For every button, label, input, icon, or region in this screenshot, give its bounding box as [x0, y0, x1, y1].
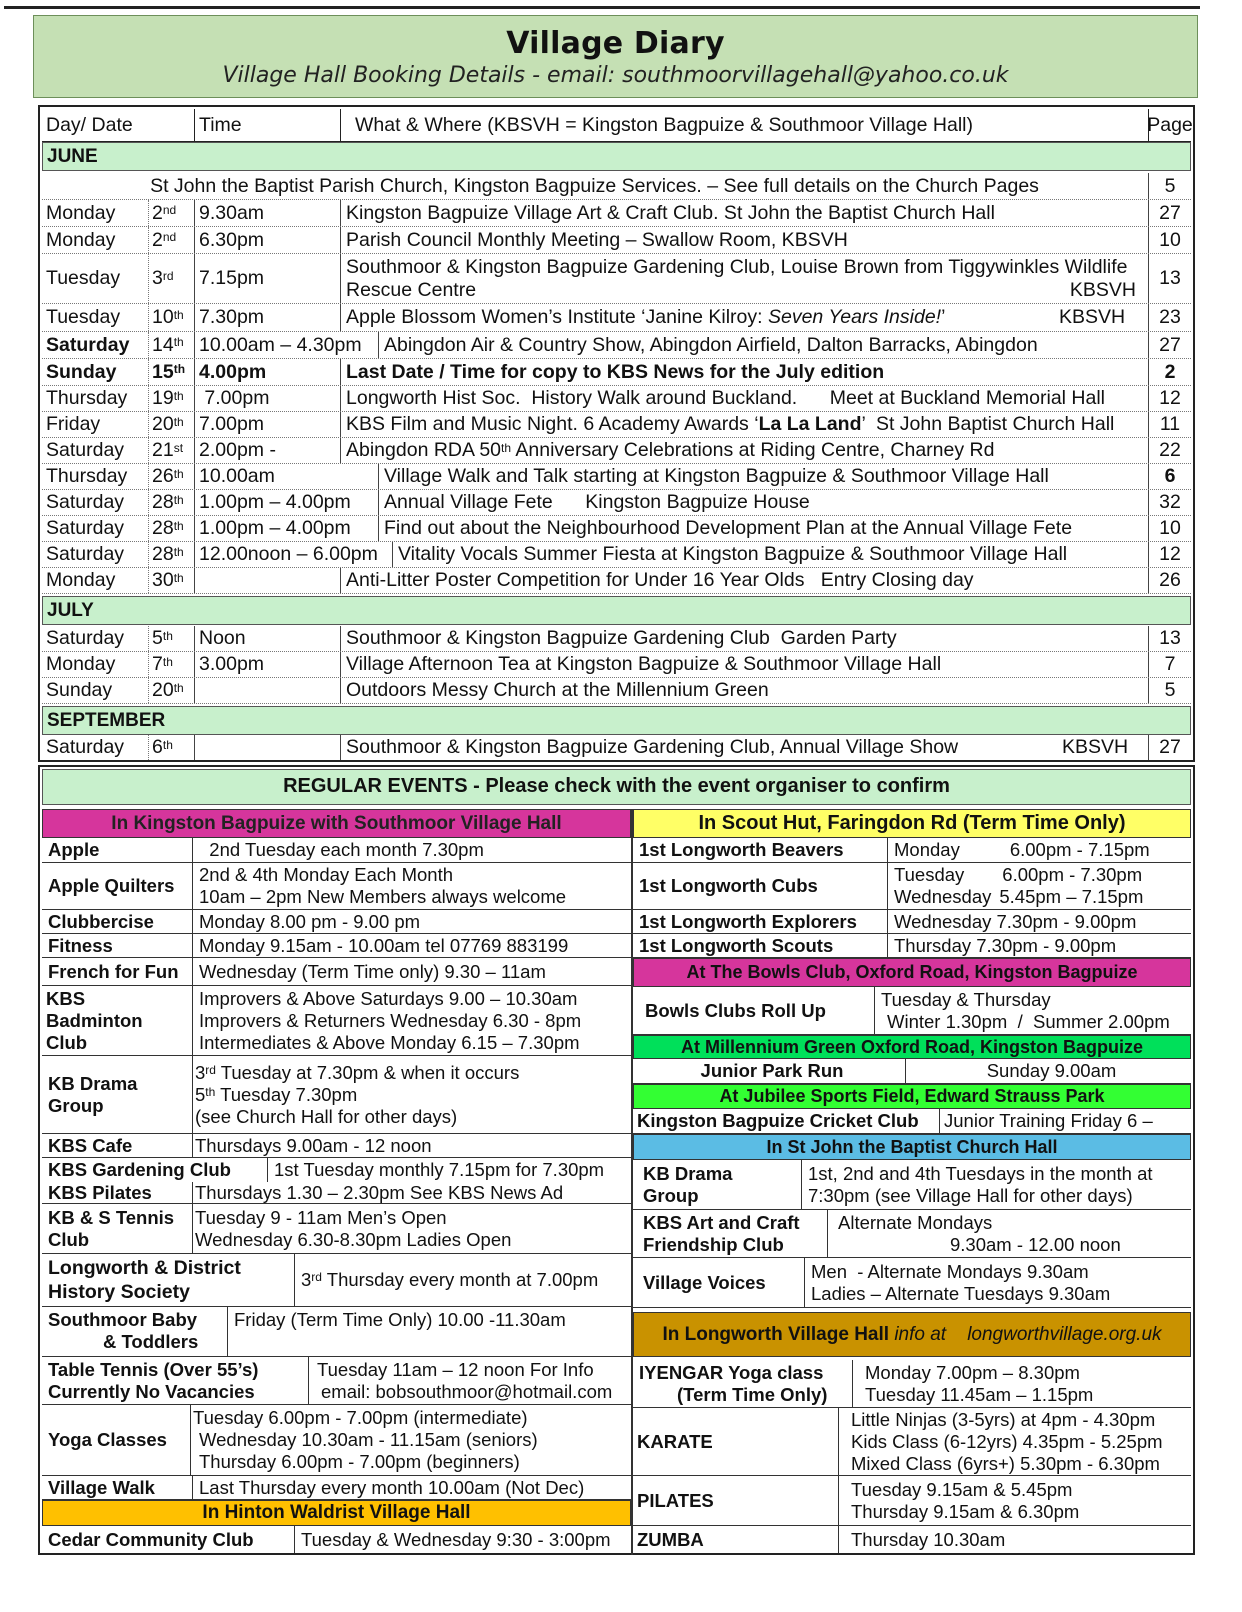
date: 2 $^{nd}$: [148, 200, 194, 226]
event-zumba: ZUMBA Thursday 10.30am: [633, 1526, 1191, 1553]
day: Thursday: [46, 465, 128, 487]
page-number: 27: [1148, 735, 1191, 760]
time: 7.15pm: [194, 254, 340, 303]
event-french: French for Fun Wednesday (Term Time only) 9.30 – 11am: [42, 958, 631, 986]
diary-row: [42, 735, 1191, 760]
page-number: 2: [1148, 359, 1191, 385]
day: Monday: [46, 201, 116, 224]
event-bowls: Bowls Clubs Roll Up Tuesday & Thursday Winter 1.30pm / Summer 2.00pm: [633, 987, 1191, 1035]
event-cricket: Kingston Bagpuize Cricket Club Junior Training Friday 6 –: [633, 1109, 1191, 1134]
diary-row: [42, 386, 1191, 412]
what-where: Apple Blossom Women’s Institute ‘Janine Kilroy: Seven Years Inside! ’ KBSVH: [340, 304, 1147, 331]
date: 3 $^{rd}$: [148, 254, 194, 303]
time: 7.30pm: [194, 304, 340, 331]
page-number: 10: [1148, 516, 1191, 541]
date: 5 $^{th}$: [148, 626, 194, 651]
event-park-run: Junior Park Run Sunday 9.00am: [633, 1059, 1191, 1084]
event-history-society: Longworth & District History Society 3rd Thursday every month at 7.00pm: [42, 1254, 631, 1307]
page-number: 5: [1148, 173, 1191, 199]
page-number: 12: [1148, 386, 1191, 411]
day: Saturday: [46, 736, 125, 758]
date: 20 $^{th}$: [148, 678, 194, 703]
event-tennis: KB & S Tennis Club Tuesday 9 - 11am Men’s Open Wednesday 6.30-8.30pm Ladies Open: [42, 1204, 631, 1254]
time: 6.30pm: [194, 227, 340, 253]
day: Monday: [46, 569, 116, 591]
event-cubs: 1st Longworth Cubs Tuesday 6.00pm - 7.30pm Wednesday 5.45pm – 7.15pm: [633, 863, 1191, 910]
what-where: Village Walk and Talk starting at Kingston Bagpuize & Southmoor Village Hall: [378, 464, 1147, 489]
time: 4.00pm: [194, 359, 340, 385]
day: Monday: [46, 228, 116, 251]
church-note: St John the Baptist Parish Church, Kingston Bagpuize Services. – See full details on the Church Pages: [150, 174, 1039, 197]
event-apple: Apple 2nd Tuesday each month 7.30pm: [42, 838, 631, 863]
day: Sunday: [46, 360, 117, 383]
day: Saturday: [46, 491, 125, 513]
diary-row: [42, 254, 1191, 304]
what-where: Southmoor & Kingston Bagpuize Gardening Club Garden Party: [340, 626, 1147, 651]
event-art-craft: KBS Art and Craft Friendship Club Alternate Mondays 9.30am - 12.00 noon: [633, 1210, 1191, 1258]
event-pilates: PILATES Tuesday 9.15am & 5.45pm Thursday 9.15am & 6.30pm: [633, 1476, 1191, 1526]
diary-row: [42, 438, 1191, 464]
booking-details: Village Hall Booking Details - email: southmoorvillagehall@yahoo.co.uk: [222, 63, 1009, 88]
page-number: 7: [1148, 652, 1191, 677]
time: 2.00pm -: [194, 438, 340, 463]
event-fitness: Fitness Monday 9.15am - 10.00am tel 07769 883199: [42, 934, 631, 958]
col-what-where: What & Where (KBSVH = Kingston Bagpuize & Southmoor Village Hall): [340, 109, 1147, 141]
what-where: Anti-Litter Poster Competition for Under 16 Year Olds Entry Closing day: [340, 568, 1147, 593]
date: 28 $^{th}$: [148, 542, 194, 567]
section-church-hall: In St John the Baptist Church Hall: [633, 1134, 1191, 1160]
event-baby-toddlers: Southmoor Baby & Toddlers Friday (Term Time Only) 10.00 -11.30am: [42, 1307, 631, 1357]
page-number: 32: [1148, 490, 1191, 515]
section-longworth: In Longworth Village Hall info at longworthvillage.org.uk: [633, 1312, 1191, 1357]
event-kbs-cafe: KBS Cafe Thursdays 9.00am - 12 noon: [42, 1134, 631, 1158]
event-kbs-gardening: KBS Gardening Club 1st Tuesday monthly 7.15pm for 7.30pm: [42, 1158, 631, 1182]
event-karate: KARATE Little Ninjas (3-5yrs) at 4pm - 4.30pm Kids Class (6-12yrs) 4.35pm - 5.25pm Mixed Class (6yrs+) 5.30pm - 6.30pm: [633, 1408, 1191, 1476]
diary-row: [42, 652, 1191, 678]
month-september: SEPTEMBER: [42, 706, 1191, 735]
time: 10.00am: [194, 464, 340, 489]
what-where: Kingston Bagpuize Village Art & Craft Club. St John the Baptist Church Hall: [340, 200, 1147, 226]
time: 10.00am – 4.30pm: [194, 332, 340, 358]
section-millennium-green: At Millennium Green Oxford Road, Kingston Bagpuize: [633, 1035, 1191, 1059]
page-number: 11: [1148, 412, 1191, 437]
event-iyengar-yoga: IYENGAR Yoga class (Term Time Only) Monday 7.00pm – 8.30pm Tuesday 11.45am – 1.15pm: [633, 1360, 1191, 1408]
page-number: 12: [1148, 542, 1191, 567]
day: Tuesday: [46, 267, 121, 289]
event-clubbercise: Clubbercise Monday 8.00 pm - 9.00 pm: [42, 910, 631, 934]
event-table-tennis: Table Tennis (Over 55’s) Currently No Vacancies Tuesday 11am – 12 noon For Info email: bobsouthmoor@hotmail.com: [42, 1357, 631, 1405]
date: 28 $^{th}$: [148, 490, 194, 515]
diary-row: [42, 490, 1191, 516]
event-kb-drama-church: KB Drama Group 1st, 2nd and 4th Tuesdays in the month at 7:30pm (see Village Hall for other days): [633, 1160, 1191, 1210]
time: 9.30am: [194, 200, 340, 226]
section-kbsvh: In Kingston Bagpuize with Southmoor Village Hall: [42, 809, 631, 838]
page-number: 22: [1148, 438, 1191, 463]
event-beavers: 1st Longworth Beavers Monday 6.00pm - 7.15pm: [633, 838, 1191, 863]
what-where: Village Afternoon Tea at Kingston Bagpuize & Southmoor Village Hall: [340, 652, 1147, 677]
date: 26 $^{th}$: [148, 464, 194, 489]
what-where: Southmoor & Kingston Bagpuize Gardening Club, Louise Brown from Tiggywinkles Wildlife Rescue Centre KBSVH: [340, 254, 1147, 303]
day: Saturday: [46, 517, 125, 539]
regular-events-table: [38, 765, 1195, 1555]
col-page: Page: [1148, 109, 1191, 141]
day: Tuesday: [46, 306, 121, 328]
diary-row: [42, 359, 1191, 386]
page-number: 26: [1148, 568, 1191, 593]
day: Saturday: [46, 627, 125, 649]
diary-row: [42, 227, 1191, 254]
date: 10 $^{th}$: [148, 304, 194, 331]
section-scout-hut: In Scout Hut, Faringdon Rd (Term Time Only): [633, 809, 1191, 838]
time: Noon: [194, 626, 340, 651]
day: Saturday: [46, 439, 125, 461]
diary-row: [42, 304, 1191, 332]
what-where: Abingdon RDA 50 $^{th}$ Anniversary Celebrations at Riding Centre, Charney Rd: [340, 438, 1147, 463]
month-july: JULY: [42, 596, 1191, 625]
diary-row: [42, 332, 1191, 359]
day: Thursday: [46, 387, 128, 409]
day: Saturday: [46, 543, 125, 565]
what-where: Vitality Vocals Summer Fiesta at Kingston Bagpuize & Southmoor Village Hall: [392, 542, 1147, 567]
event-explorers: 1st Longworth Explorers Wednesday 7.30pm - 9.00pm: [633, 910, 1191, 934]
event-kbs-pilates: KBS Pilates Thursdays 1.30 – 2.30pm See KBS News Ad: [42, 1182, 631, 1204]
page-number: 27: [1148, 200, 1191, 226]
diary-row: [42, 200, 1191, 227]
page-number: 13: [1148, 254, 1191, 303]
section-hinton: In Hinton Waldrist Village Hall: [42, 1500, 631, 1526]
time: 1.00pm – 4.00pm: [194, 490, 340, 515]
date: 28 $^{th}$: [148, 516, 194, 541]
event-cedar: Cedar Community Club Tuesday & Wednesday 9:30 - 3:00pm: [42, 1526, 631, 1553]
church-note-row: [42, 173, 1191, 200]
time: 7.00pm: [194, 386, 340, 411]
time: 3.00pm: [194, 652, 340, 677]
what-where: KBS Film and Music Night. 6 Academy Awards ‘ La La Land ’ St John Baptist Church Hall: [340, 412, 1147, 437]
section-jubilee: At Jubilee Sports Field, Edward Strauss Park: [633, 1084, 1191, 1109]
top-rule: [4, 6, 1200, 9]
what-where: Longworth Hist Soc. History Walk around Buckland. Meet at Buckland Memorial Hall: [340, 386, 1147, 411]
what-where: Abingdon Air & Country Show, Abingdon Airfield, Dalton Barracks, Abingdon: [378, 332, 1147, 358]
date: 21 $^{st}$: [148, 438, 194, 463]
event-apple-quilters: Apple Quilters 2nd & 4th Monday Each Month 10am – 2pm New Members always welcome: [42, 863, 631, 910]
date: 19 $^{th}$: [148, 386, 194, 411]
time: [194, 678, 340, 703]
page-number: 23: [1148, 304, 1191, 331]
page-number: 5: [1148, 678, 1191, 703]
diary-row: [42, 542, 1191, 568]
date: 2 $^{nd}$: [148, 227, 194, 253]
date: 15 $^{th}$: [148, 359, 194, 385]
day: Saturday: [46, 333, 130, 356]
event-scouts: 1st Longworth Scouts Thursday 7.30pm - 9.00pm: [633, 934, 1191, 958]
diary-table: [38, 105, 1195, 762]
date: 6 $^{th}$: [148, 735, 194, 760]
time: 12.00noon – 6.00pm: [194, 542, 390, 567]
what-where: Parish Council Monthly Meeting – Swallow Room, KBSVH: [340, 227, 1147, 253]
time: [194, 568, 340, 593]
day: Monday: [46, 653, 116, 675]
diary-row: [42, 568, 1191, 594]
time: [194, 735, 340, 760]
what-where: Annual Village Fete Kingston Bagpuize House: [378, 490, 1147, 515]
regular-events-heading: REGULAR EVENTS - Please check with the event organiser to confirm: [42, 769, 1191, 805]
what-where: Outdoors Messy Church at the Millennium Green: [340, 678, 1147, 703]
page-number: 6: [1148, 464, 1191, 489]
section-bowls: At The Bowls Club, Oxford Road, Kingston Bagpuize: [633, 958, 1191, 987]
page-number: 10: [1148, 227, 1191, 253]
page-number: 13: [1148, 626, 1191, 651]
date: 7 $^{th}$: [148, 652, 194, 677]
diary-row: [42, 412, 1191, 438]
date: 20 $^{th}$: [148, 412, 194, 437]
col-day-date: Day/ Date: [46, 113, 133, 136]
diary-header-row: [42, 109, 1191, 142]
date: 30 $^{th}$: [148, 568, 194, 593]
page-title: Village Diary: [506, 26, 725, 61]
event-village-voices: Village Voices Men - Alternate Mondays 9.30am Ladies – Alternate Tuesdays 9.30am: [633, 1258, 1191, 1308]
page-number: 27: [1148, 332, 1191, 358]
diary-row: [42, 464, 1191, 490]
diary-row: [42, 626, 1191, 652]
month-june: JUNE: [42, 142, 1191, 171]
col-time: Time: [194, 109, 340, 141]
day: Sunday: [46, 679, 113, 701]
diary-row: [42, 516, 1191, 542]
time: 7.00pm: [194, 412, 340, 437]
what-where: Find out about the Neighbourhood Development Plan at the Annual Village Fete: [378, 516, 1147, 541]
time: 1.00pm – 4.00pm: [194, 516, 340, 541]
date: 14 $^{th}$: [148, 332, 194, 358]
what-where: Last Date / Time for copy to KBS News for the July edition: [340, 359, 1147, 385]
event-badminton: KBS Badminton Club Improvers & Above Saturdays 9.00 – 10.30am Improvers & Returners Wednesday 6.30 - 8pm Intermediates & Above Monday 6.15 – 7.30pm: [42, 986, 631, 1056]
event-kb-drama: KB Drama Group 3rd Tuesday at 7.30pm & when it occurs 5th Tuesday 7.30pm (see Church Hall for other days): [42, 1056, 631, 1134]
header-banner: [33, 15, 1198, 98]
event-village-walk: Village Walk Last Thursday every month 10.00am (Not Dec): [42, 1476, 631, 1500]
what-where: Southmoor & Kingston Bagpuize Gardening Club, Annual Village Show KBSVH: [340, 735, 1147, 760]
day: Friday: [46, 413, 101, 435]
event-yoga: Yoga Classes Tuesday 6.00pm - 7.00pm (intermediate) Wednesday 10.30am - 11.15am (seniors) Thursday 6.00pm - 7.00pm (beginners): [42, 1405, 631, 1476]
diary-row: [42, 678, 1191, 704]
